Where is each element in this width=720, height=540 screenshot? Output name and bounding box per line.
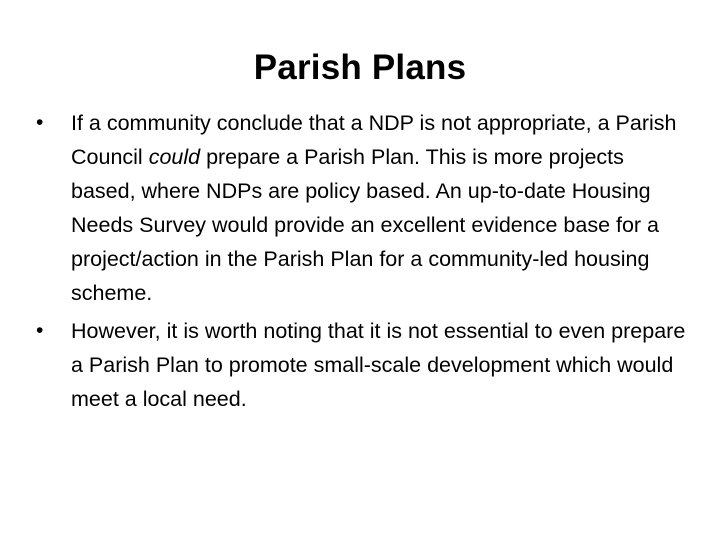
bullet-item-parish-plan xyxy=(36,106,686,310)
bullet-text-part: prepare a Parish Plan. This is more projects based, where NDPs are policy based. An up-to-date Housing Needs Survey would provide an excellent evidence base for a project/action in the Parish Plan for a community-led housing scheme. xyxy=(71,145,660,305)
bullet-marker: • xyxy=(36,319,44,342)
slide-title: Parish Plans xyxy=(253,48,467,87)
bullet-list xyxy=(36,106,686,420)
bullet-emphasis: could xyxy=(148,145,201,169)
bullet-marker: • xyxy=(36,111,44,134)
bullet-text: However, it is worth noting that it is not essential to even prepare a Parish Plan to promote small-scale development which would meet a local need. xyxy=(71,319,686,411)
bullet-item-not-essential xyxy=(36,314,686,416)
bullet-text-part: If a community conclude that a NDP is not appropriate, a Parish Council xyxy=(71,111,677,169)
